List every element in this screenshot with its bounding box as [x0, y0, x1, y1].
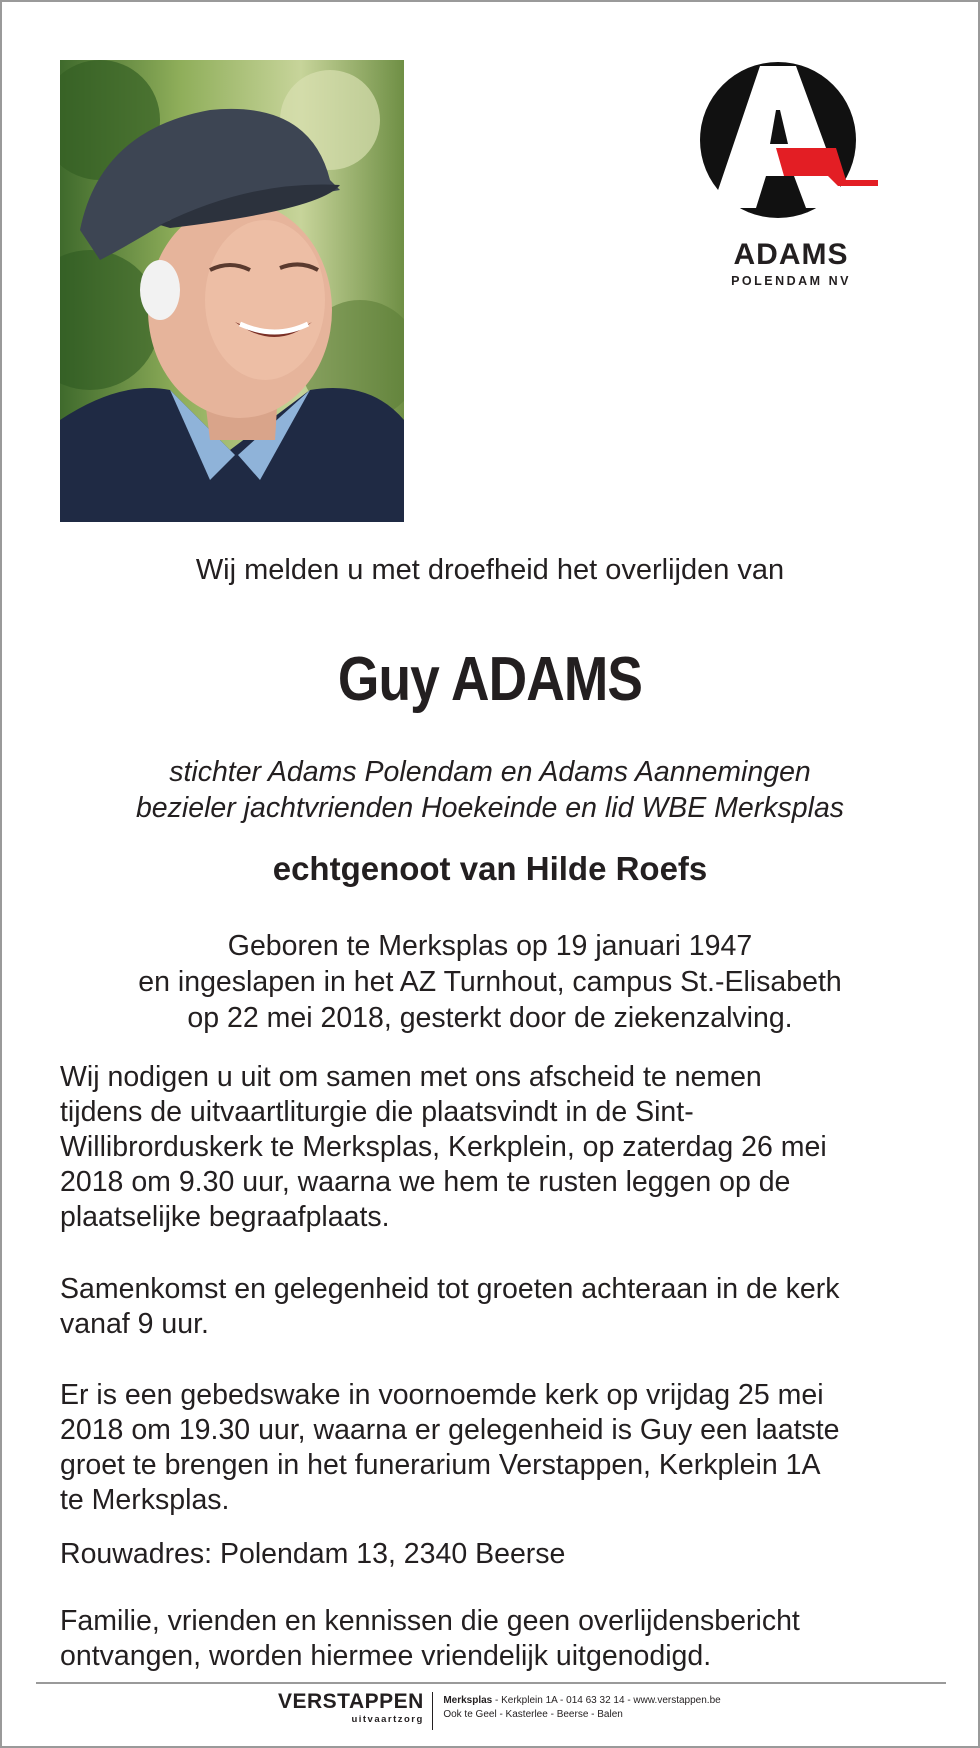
mourning-address — [60, 1537, 940, 1572]
funeral-paragraph — [60, 1060, 940, 1235]
logo-subtitle: POLENDAM NV — [731, 274, 851, 288]
text-line: tijdens de uitvaartliturgie die plaatsvindt in de Sint- — [60, 1096, 694, 1128]
text-line: plaatselijke begraafplaats. — [60, 1201, 390, 1233]
brand-subtitle: uitvaartzorg — [351, 1714, 424, 1725]
contact-info — [443, 1690, 720, 1722]
text-line: Willibrorduskerk te Merksplas, Kerkplein, op zaterdag 26 mei — [60, 1131, 827, 1163]
contact-address: - Kerkplein 1A - 014 63 32 14 - www.verstappen.be — [492, 1695, 721, 1706]
birth-line: op 22 mei 2018, gesterkt door de ziekenzalving. — [187, 1002, 793, 1034]
role-line: bezieler jachtvrienden Hoekeinde en lid WBE Merksplas — [135, 792, 845, 824]
vigil-paragraph — [60, 1378, 940, 1518]
intro-line: Wij melden u met droefheid het overlijden van — [195, 554, 785, 586]
text-line: 2018 om 19.30 uur, waarna er gelegenheid is Guy een laatste — [60, 1414, 840, 1446]
portrait-photo — [60, 60, 404, 522]
birth-line: en ingeslapen in het AZ Turnhout, campus St.-Elisabeth — [138, 966, 842, 998]
contact-town: Merksplas — [443, 1695, 493, 1706]
text-line: vanaf 9 uur. — [60, 1308, 209, 1340]
gathering-paragraph — [60, 1272, 940, 1342]
contact-line — [443, 1694, 720, 1708]
spouse-line: echtgenoot van Hilde Roefs — [272, 850, 708, 887]
footer-divider — [36, 1682, 946, 1684]
adams-logo — [688, 58, 894, 298]
footer-separator — [432, 1692, 434, 1730]
portrait-illustration — [60, 60, 404, 522]
brand-name: VERSTAPPEN — [278, 1690, 424, 1713]
footer — [278, 1690, 721, 1734]
text-line: Samenkomst en gelegenheid tot groeten achteraan in de kerk — [60, 1273, 840, 1305]
birth-line: Geboren te Merksplas op 19 januari 1947 — [227, 930, 753, 962]
text-line: ontvangen, worden hiermee vriendelijk uitgenodigd. — [60, 1640, 712, 1672]
birth-death-details — [2, 928, 978, 1036]
text-line: Familie, vrienden en kennissen die geen overlijdensbericht — [60, 1605, 800, 1637]
text-line: te Merksplas. — [60, 1484, 230, 1516]
text-line: Er is een gebedswake in voornoemde kerk op vrijdag 25 mei — [60, 1379, 824, 1411]
invitation-paragraph — [60, 1604, 940, 1674]
text-line: Rouwadres: Polendam 13, 2340 Beerse — [60, 1538, 566, 1570]
role-line: stichter Adams Polendam en Adams Aannemingen — [169, 756, 811, 788]
adams-logo-mark — [688, 58, 894, 238]
text-line: groet te brengen in het funerarium Verstappen, Kerkplein 1A — [60, 1449, 821, 1481]
logo-wordmark: ADAMS — [733, 238, 849, 271]
text-line: 2018 om 9.30 uur, waarna we hem te rusten leggen op de — [60, 1166, 791, 1198]
roles — [2, 754, 978, 826]
funeral-home-brand — [278, 1690, 432, 1726]
deceased-name: Guy ADAMS — [337, 645, 643, 714]
text-line: Wij nodigen u uit om samen met ons afscheid te nemen — [60, 1061, 762, 1093]
branch-line: Ook te Geel - Kasterlee - Beerse - Balen — [443, 1709, 623, 1720]
